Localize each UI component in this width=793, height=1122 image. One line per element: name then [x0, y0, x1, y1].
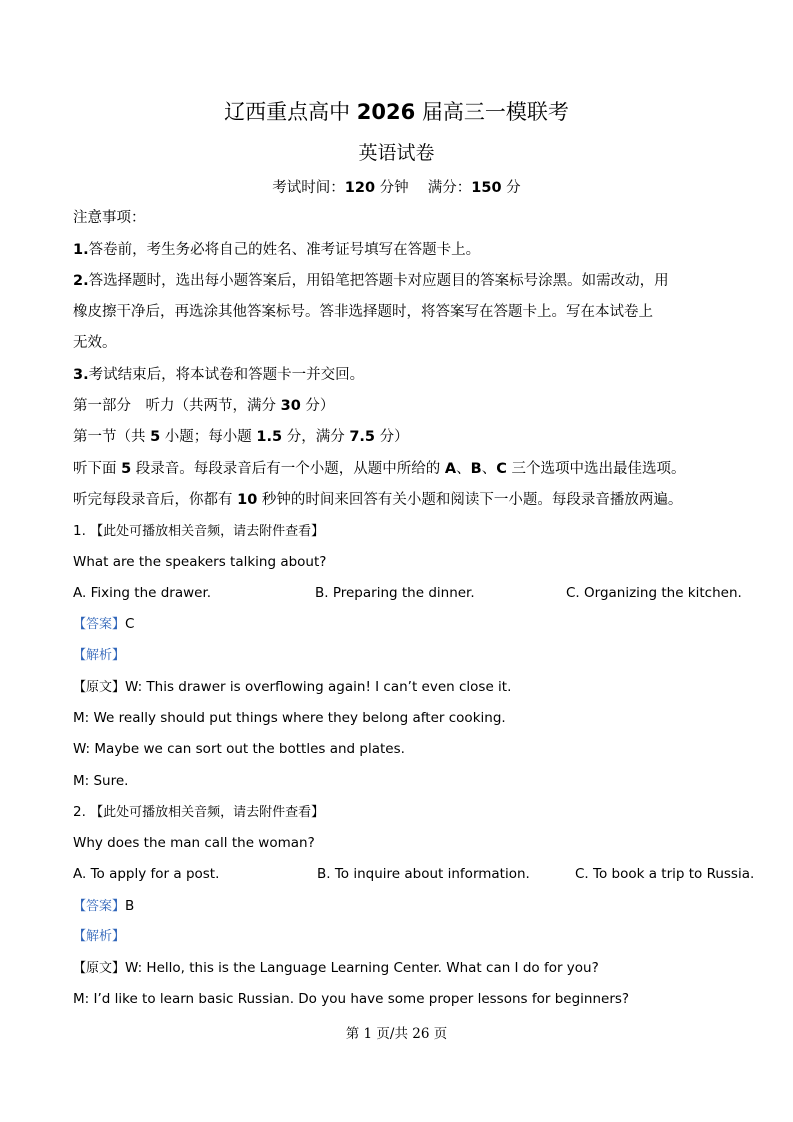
- score-label: 满分：: [427, 180, 472, 196]
- note-3-text: 考试结束后，将本试卷和答题卡一并交回。: [88, 367, 365, 383]
- question-1-header: [73, 522, 324, 541]
- page-total: 26: [412, 1026, 430, 1042]
- score-unit: 分: [501, 180, 521, 196]
- answer-label: 【答案】: [73, 899, 126, 914]
- instruction-line-1: [73, 460, 685, 478]
- question-2-answer: [73, 897, 134, 916]
- instr-1-a: 听下面: [73, 461, 122, 477]
- time-label: 考试时间：: [272, 180, 345, 196]
- question-1-option-c: C. Organizing the kitchen.: [566, 585, 742, 601]
- note-1: [73, 241, 480, 259]
- instr-1-count: 5: [121, 461, 132, 477]
- question-2-transcript-1: [73, 959, 599, 978]
- question-2-transcript-2: M: I’d like to learn basic Russian. Do you have some proper lessons for beginners?: [73, 991, 630, 1007]
- question-2-number: 2.: [73, 804, 91, 820]
- exam-title-pre: 辽西重点高中: [224, 100, 357, 124]
- question-2-option-b: B. To inquire about information.: [317, 866, 530, 882]
- question-1-transcript-4: M: Sure.: [73, 773, 129, 789]
- transcript-line: W: This drawer is overflowing again! I can’t even close it.: [125, 679, 512, 695]
- question-1-transcript-3: W: Maybe we can sort out the bottles and plates.: [73, 741, 405, 757]
- note-3: [73, 366, 364, 384]
- question-1-answer-value: C: [125, 616, 135, 632]
- section-total: 7.5: [349, 429, 376, 445]
- transcript-line: W: Hello, this is the Language Learning Center. What can I do for you?: [125, 960, 599, 976]
- question-1-option-a: A. Fixing the drawer.: [73, 585, 212, 601]
- exam-info: [0, 179, 793, 197]
- question-1-analysis-label: 【解析】: [73, 648, 126, 663]
- footer-mid: 页/共: [372, 1026, 413, 1042]
- note-2-text: 答选择题时，选出每小题答案后，用铅笔把答题卡对应题目的答案标号涂黑。如需改动，用: [88, 273, 669, 289]
- section-1-title: [73, 428, 409, 446]
- instr-1-c-letter: C: [496, 461, 507, 477]
- note-2-num: 2.: [73, 273, 89, 289]
- original-label: 【原文】: [73, 680, 126, 695]
- question-2-analysis-label: 【解析】: [73, 929, 126, 944]
- section-mid-1: 小题；每小题: [160, 429, 257, 445]
- note-2-line-2: 橡皮擦干净后，再选涂其他答案标号。答非选择题时，将答案写在答题卡上。写在本试卷上: [73, 304, 653, 320]
- part-1-title-post: 分）: [300, 398, 335, 414]
- exam-year: 2026: [356, 100, 416, 124]
- page-number: 1: [363, 1026, 373, 1042]
- note-3-num: 3.: [73, 367, 89, 383]
- question-2-answer-value: B: [125, 898, 135, 914]
- question-1-number: 1.: [73, 523, 91, 539]
- answer-label: 【答案】: [73, 617, 126, 632]
- section-count: 5: [150, 429, 161, 445]
- question-1-transcript-2: M: We really should put things where they belong after cooking.: [73, 710, 506, 726]
- instr-1-sep-2: 、: [481, 461, 497, 477]
- instr-2-a: 听完每段录音后，你都有: [73, 492, 238, 508]
- page-footer: [0, 1025, 793, 1043]
- question-1-answer: [73, 615, 134, 634]
- question-1-text: What are the speakers talking about?: [73, 554, 327, 570]
- footer-pre: 第: [345, 1026, 364, 1042]
- question-1-transcript-1: [73, 678, 511, 697]
- instr-1-a-letter: A: [444, 461, 457, 477]
- note-2-line-1: [73, 272, 669, 290]
- instr-1-b-letter: B: [470, 461, 482, 477]
- instr-1-end: 三个选项中选出最佳选项。: [506, 461, 686, 477]
- subject-title: 英语试卷: [358, 142, 435, 164]
- instr-1-c: 段录音。每段录音后有一个小题，从题中所给的: [131, 461, 445, 477]
- exam-title-post: 届高三一模联考: [415, 100, 569, 124]
- note-2-line-3: 无效。: [73, 335, 117, 351]
- time-unit: 分钟: [375, 180, 409, 196]
- exam-title: [0, 99, 793, 125]
- section-mid-2: 分，满分: [282, 429, 350, 445]
- instruction-line-2: [73, 491, 682, 509]
- notes-heading: 注意事项：: [73, 210, 146, 226]
- part-1-score: 30: [280, 398, 301, 414]
- question-2-option-a: A. To apply for a post.: [73, 866, 220, 882]
- part-1-title-pre: 第一部分 听力（共两节，满分: [73, 398, 281, 414]
- note-1-text: 答卷前，考生务必将自己的姓名、准考证号填写在答题卡上。: [88, 242, 481, 258]
- instr-1-sep-1: 、: [456, 461, 471, 477]
- question-1-audio-note[interactable]: 【此处可播放相关音频，请去附件查看】: [90, 524, 325, 539]
- time-value: 120: [344, 180, 376, 196]
- part-1-title: [73, 397, 334, 415]
- original-label: 【原文】: [73, 961, 126, 976]
- score-value: 150: [471, 180, 502, 196]
- section-pre: 第一节（共: [73, 429, 151, 445]
- question-2-text: Why does the man call the woman?: [73, 835, 315, 851]
- question-2-audio-note[interactable]: 【此处可播放相关音频，请去附件查看】: [90, 805, 325, 820]
- question-2-option-c: C. To book a trip to Russia.: [575, 866, 755, 882]
- section-post: 分）: [375, 429, 409, 445]
- question-2-header: [73, 803, 324, 822]
- note-1-num: 1.: [73, 242, 89, 258]
- instr-2-seconds: 10: [237, 492, 258, 508]
- instr-2-c: 秒钟的时间来回答有关小题和阅读下一小题。每段录音播放两遍。: [257, 492, 683, 508]
- section-each: 1.5: [256, 429, 283, 445]
- footer-post: 页: [429, 1026, 448, 1042]
- question-1-option-b: B. Preparing the dinner.: [315, 585, 475, 601]
